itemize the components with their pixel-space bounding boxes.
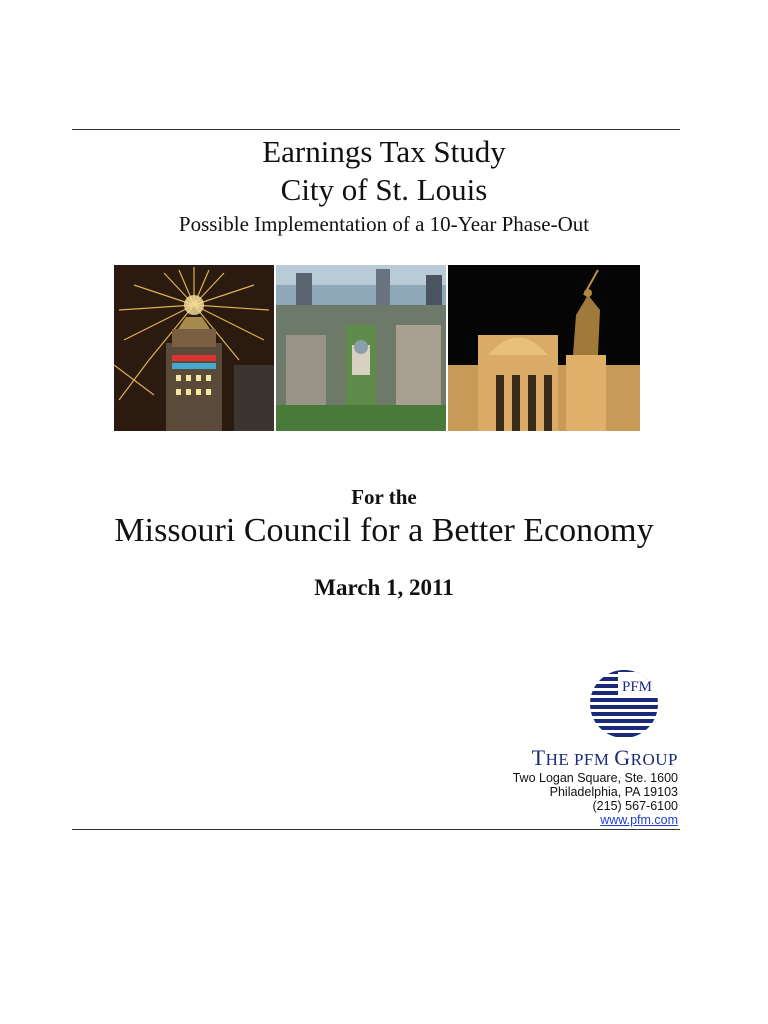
pfm-mark-text: PFM: [622, 679, 653, 695]
for-the-label: For the: [351, 485, 417, 509]
top-divider: [72, 129, 680, 130]
website-link[interactable]: www.pfm.com: [600, 813, 678, 827]
firm-name: THE PFM GROUP: [531, 745, 678, 770]
address-line1: Two Logan Square, Ste. 1600: [512, 771, 678, 785]
fireworks-photo: [114, 265, 274, 431]
cover-photo-strip: [114, 265, 640, 431]
client-name: Missouri Council for a Better Economy: [114, 512, 654, 549]
city-aerial-photo: [276, 265, 446, 431]
report-city: City of St. Louis: [280, 172, 488, 207]
art-museum-statue-photo: [448, 265, 640, 431]
report-date: March 1, 2011: [314, 575, 454, 600]
address-line2: Philadelphia, PA 19103: [549, 785, 678, 799]
report-title: Earnings Tax Study: [262, 134, 506, 169]
bottom-divider: [72, 829, 680, 830]
pfm-globe-logo-icon: [588, 668, 672, 740]
phone-number: (215) 567-6100: [592, 799, 678, 813]
report-subtitle: Possible Implementation of a 10-Year Phase-Out: [178, 212, 590, 236]
